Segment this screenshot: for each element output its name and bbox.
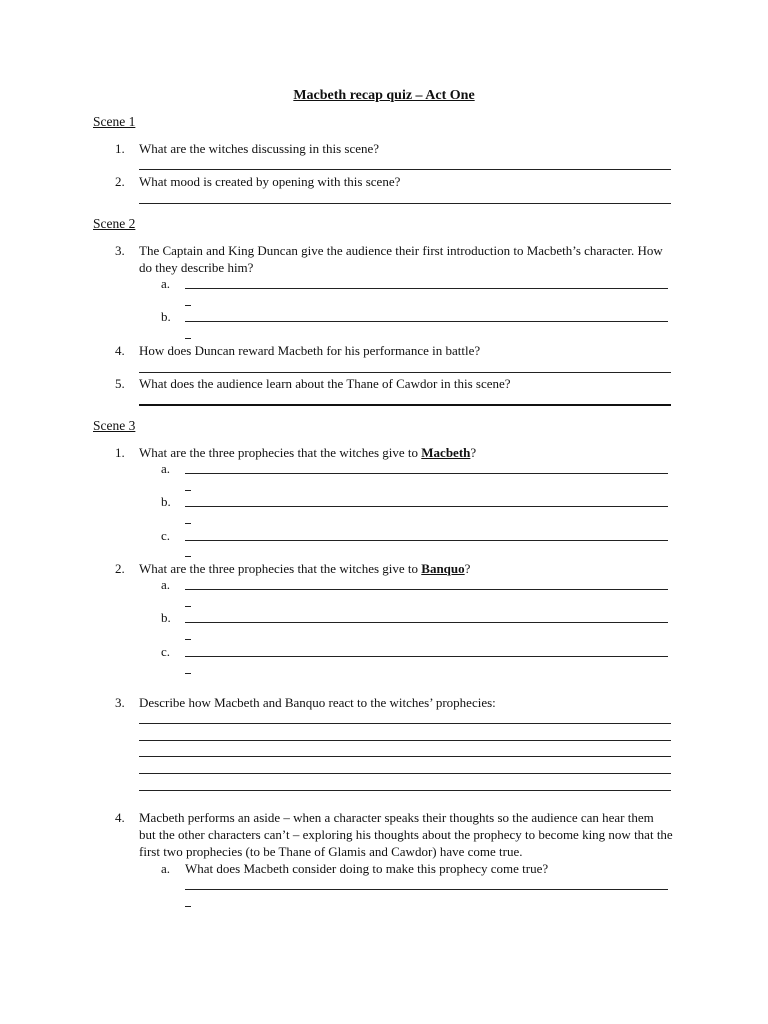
question-text [139, 560, 673, 577]
sub-question-text: What does Macbeth consider doing to make this prophecy come true? [185, 861, 549, 876]
question-text: Describe how Macbeth and Banquo react to the witches’ prophecies: [139, 695, 496, 710]
question-number: 4. [115, 343, 125, 358]
emphasized-name: Macbeth [421, 445, 471, 460]
question-text-start: What are the three prophecies that the witches give to [139, 445, 422, 460]
answer-line[interactable] [139, 723, 671, 724]
scene-3-heading: Scene 3 [93, 418, 136, 433]
question-number: 2. [115, 174, 125, 189]
question-text: How does Duncan reward Macbeth for his performance in battle? [139, 343, 481, 358]
page-title: Macbeth recap quiz – Act One [293, 88, 475, 103]
answer-line[interactable] [139, 756, 671, 757]
question-text: What mood is created by opening with this scene? [139, 174, 401, 189]
scene-2-heading: Scene 2 [93, 216, 136, 231]
answer-line-tail [185, 305, 191, 306]
answer-line[interactable] [185, 473, 668, 474]
answer-line[interactable] [139, 790, 671, 791]
answer-line-tail [185, 673, 191, 674]
answer-line[interactable] [139, 372, 671, 373]
question-text-end: ? [464, 561, 471, 576]
scene-1-heading: Scene 1 [93, 114, 136, 129]
answer-line[interactable] [185, 288, 668, 289]
answer-line[interactable] [139, 404, 671, 406]
question-text-start: What are the three prophecies that the witches give to [139, 561, 422, 576]
answer-line[interactable] [185, 540, 668, 541]
question-number: 3. [115, 695, 125, 710]
sub-label-b: b. [161, 309, 171, 324]
answer-line[interactable] [185, 321, 668, 322]
answer-line[interactable] [185, 656, 668, 657]
answer-line-tail [185, 556, 191, 557]
question-number: 2. [115, 561, 125, 576]
question-number: 3. [115, 243, 125, 258]
emphasized-name: Banquo [421, 561, 465, 576]
question-number: 1. [115, 445, 125, 460]
answer-line-tail [185, 639, 191, 640]
sub-label-c: c. [161, 528, 171, 543]
answer-line-tail [185, 523, 191, 524]
question-text: What does the audience learn about the Thane of Cawdor in this scene? [139, 376, 511, 391]
sub-label-a: a. [161, 577, 171, 592]
answer-line[interactable] [185, 622, 668, 623]
answer-line[interactable] [185, 889, 668, 890]
sub-label-a: a. [161, 861, 171, 876]
answer-line-tail [185, 490, 191, 491]
question-text: Macbeth performs an aside – when a character speaks their thoughts so the audience can hear them but the other characters can’t – exploring his thoughts about the prophecy to become king now that the first two prophecies (to be Thane of Glamis and Cawdor) have come true. [139, 810, 673, 859]
answer-line[interactable] [185, 506, 668, 507]
answer-line-tail [185, 338, 191, 339]
question-number: 4. [115, 810, 125, 825]
question-text [139, 444, 673, 461]
question-text: The Captain and King Duncan give the audience their first introduction to Macbeth’s character. How do they describe him? [139, 243, 663, 275]
sub-label-a: a. [161, 276, 171, 291]
sub-label-c: c. [161, 644, 171, 659]
sub-label-b: b. [161, 610, 171, 625]
answer-line[interactable] [139, 169, 671, 170]
sub-label-b: b. [161, 494, 171, 509]
question-text-end: ? [470, 445, 477, 460]
answer-line[interactable] [139, 740, 671, 741]
answer-line-tail [185, 906, 191, 907]
answer-line[interactable] [185, 589, 668, 590]
question-text: What are the witches discussing in this scene? [139, 141, 380, 156]
sub-label-a: a. [161, 461, 171, 476]
question-number: 5. [115, 376, 125, 391]
question-number: 1. [115, 141, 125, 156]
answer-line[interactable] [139, 203, 671, 204]
answer-line[interactable] [139, 773, 671, 774]
answer-line-tail [185, 606, 191, 607]
